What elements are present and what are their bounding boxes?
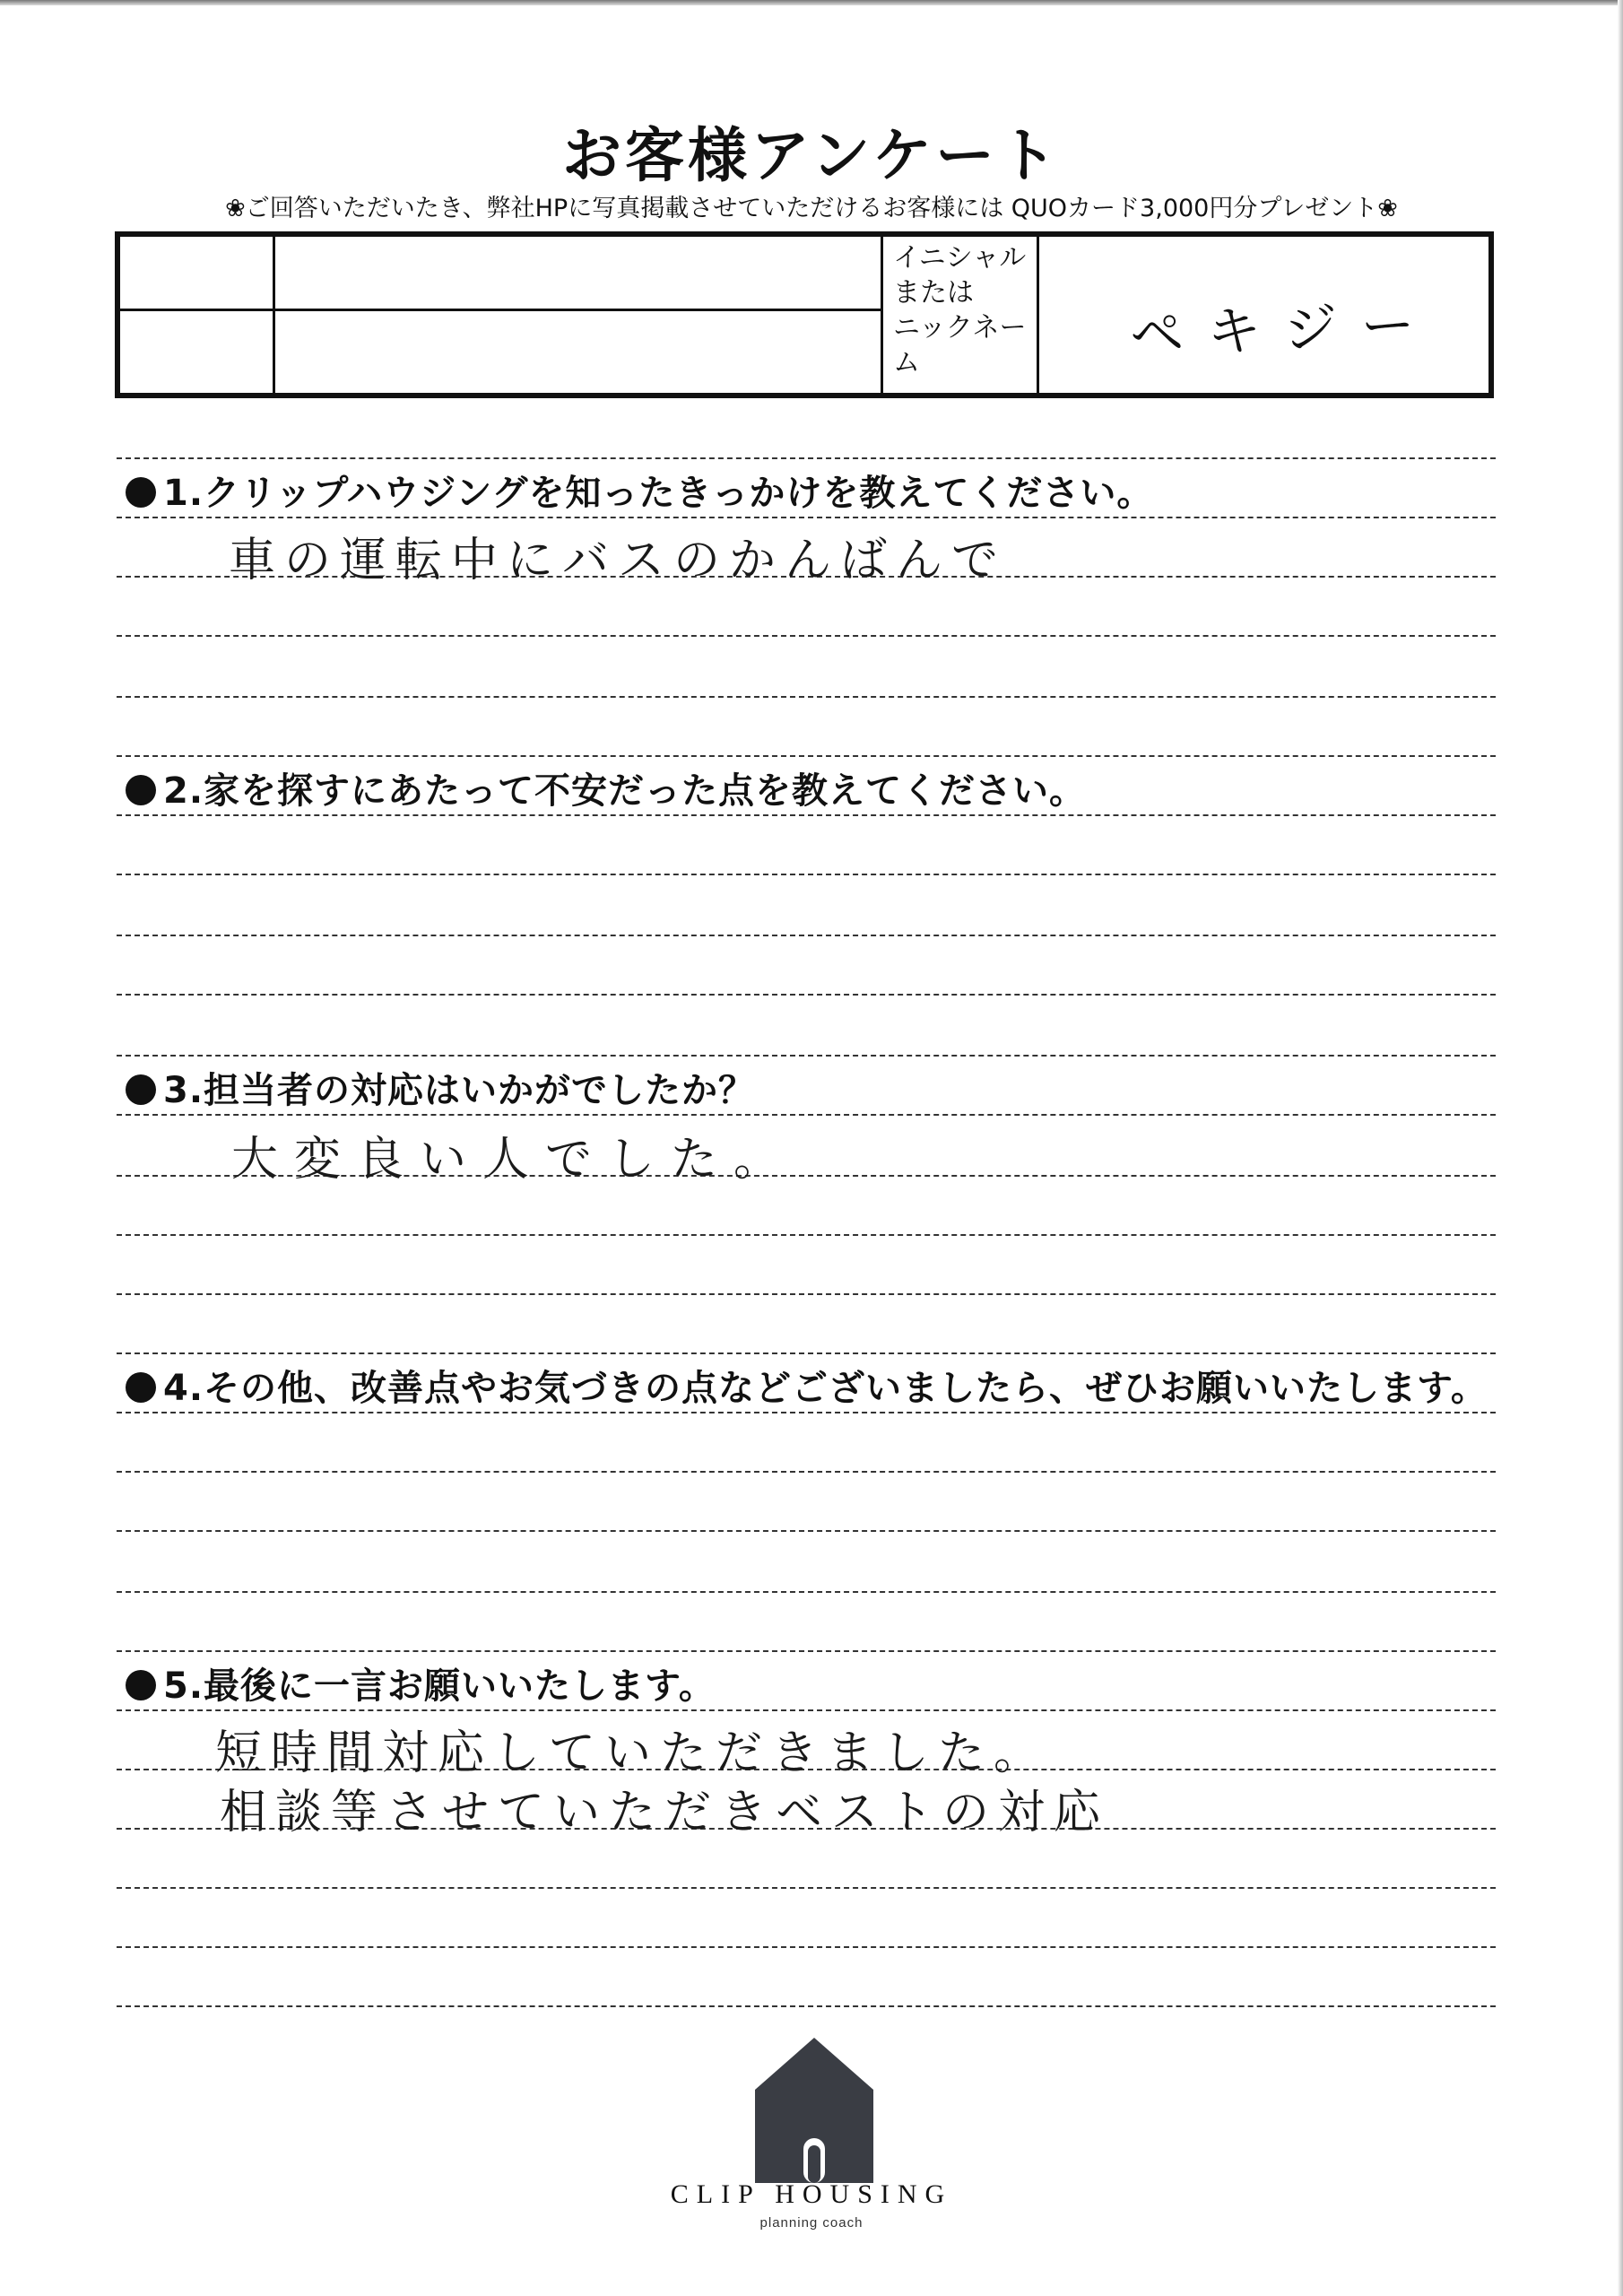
ruled-line xyxy=(117,1650,1496,1652)
nickname-label-line-4: ム xyxy=(893,347,920,378)
ruled-line xyxy=(117,1530,1496,1532)
question-4-label: 4.その他、改善点やお気づきの点などございましたら、ぜひお願いいたします。 xyxy=(163,1368,1488,1409)
table-divider xyxy=(881,237,883,393)
ruled-line xyxy=(117,1471,1496,1473)
question-3 xyxy=(126,1062,755,1113)
ruled-line xyxy=(117,635,1496,637)
ruled-line xyxy=(117,994,1496,996)
question-3-label: 3.担当者の対応はいかがでしたか？ xyxy=(163,1070,756,1111)
nickname-label xyxy=(893,240,1037,380)
ruled-line xyxy=(117,1887,1496,1889)
ruled-line xyxy=(117,696,1496,698)
table-divider xyxy=(273,237,275,393)
ruled-line xyxy=(117,1114,1496,1116)
house-icon xyxy=(751,2034,877,2185)
page-subtitle: ❀ご回答いただいたき、弊社HPに写真掲載させていただけるお客様には QUOカード3,000円分プレゼント❀ xyxy=(225,195,1398,222)
ruled-line xyxy=(117,1709,1496,1711)
ruled-line xyxy=(117,1293,1496,1295)
table-divider xyxy=(1037,237,1039,393)
nickname-label-line-1: イニシャル xyxy=(893,242,1027,274)
table-divider xyxy=(275,309,881,311)
question-4 xyxy=(126,1360,1488,1411)
bullet-icon xyxy=(126,1074,156,1105)
ruled-line xyxy=(117,2005,1496,2007)
answer-1-line-1: 車の運転中にバスのかんばんで xyxy=(229,534,1008,587)
ruled-line xyxy=(117,1234,1496,1236)
question-5-label: 5.最後に一言お願いいたします。 xyxy=(163,1665,716,1707)
question-2-label: 2.家を探すにあたって不安だった点を教えてください。 xyxy=(163,770,1087,812)
nickname-value: ペキジー xyxy=(1129,293,1439,367)
ruled-line xyxy=(117,1591,1496,1593)
nickname-label-line-2: または xyxy=(893,277,974,309)
ruled-line xyxy=(117,1946,1496,1948)
brand-name: CLIP HOUSING xyxy=(670,2179,953,2209)
bullet-icon xyxy=(126,1372,156,1403)
ruled-line xyxy=(117,517,1496,518)
question-1 xyxy=(126,465,1153,516)
scan-top-edge xyxy=(0,0,1623,5)
table-divider xyxy=(120,309,273,311)
question-2 xyxy=(126,762,1086,813)
ruled-line xyxy=(117,935,1496,936)
bullet-icon xyxy=(126,775,156,805)
bullet-icon xyxy=(126,1670,156,1700)
ruled-line xyxy=(117,1352,1496,1354)
answer-5-line-1: 短時間対応していただきました。 xyxy=(215,1726,1050,1780)
page-title: お客様アンケート xyxy=(561,121,1062,190)
ruled-line xyxy=(117,874,1496,875)
ruled-line xyxy=(117,457,1496,459)
bullet-icon xyxy=(126,477,156,508)
ruled-line xyxy=(117,755,1496,757)
ruled-line xyxy=(117,1055,1496,1057)
ruled-line xyxy=(117,1412,1496,1413)
answer-3-line-1: 大変良い人でした。 xyxy=(231,1133,797,1187)
ruled-line xyxy=(117,814,1496,816)
nickname-label-line-3: ニックネー xyxy=(893,312,1027,344)
question-5 xyxy=(126,1657,716,1709)
question-1-label: 1.クリップハウジングを知ったきっかけを教えてください。 xyxy=(163,473,1154,514)
scan-right-edge xyxy=(1618,0,1623,2296)
brand-tagline: planning coach xyxy=(759,2215,864,2231)
answer-5-line-2: 相談等させていただきベストの対応 xyxy=(220,1786,1110,1839)
